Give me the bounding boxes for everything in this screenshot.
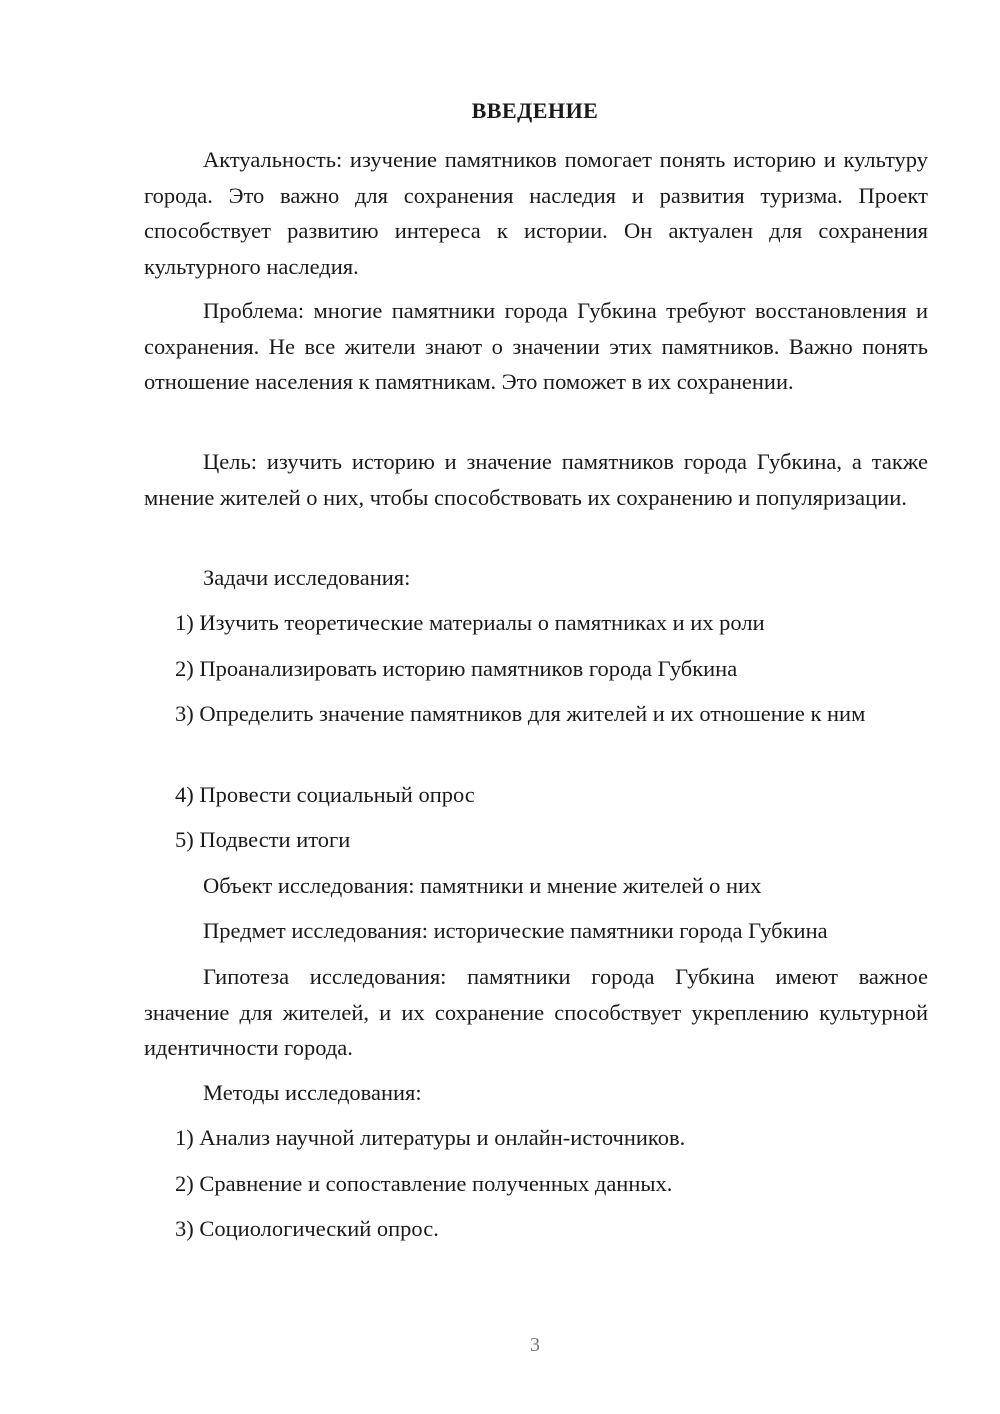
subject-paragraph: Предмет исследования: исторические памятники города Губкина: [203, 918, 828, 943]
relevance-paragraph: Актуальность: изучение памятников помогает понять историю и культуру города. Это важно для сохранения наследия и развития туризма. Проект способствует развитию интереса к истории. Он актуален для сохранения культурного наследия.: [144, 147, 928, 279]
problem-paragraph: Проблема: многие памятники города Губкина требуют восстановления и сохранения. Не все жители знают о значении этих памятников. Важно понять отношение населения к памятникам. Это поможет в их сохранении.: [144, 298, 928, 394]
tasks-heading: Задачи исследования:: [203, 565, 411, 590]
task-item: 2) Проанализировать историю памятников города Губкина: [175, 656, 738, 681]
section-title: ВВЕДЕНИЕ: [471, 98, 599, 123]
method-item: 2) Сравнение и сопоставление полученных данных.: [175, 1171, 673, 1196]
methods-heading: Методы исследования:: [203, 1080, 422, 1105]
task-item: 1) Изучить теоретические материалы о памятниках и их роли: [175, 610, 765, 635]
task-item: 4) Провести социальный опрос: [175, 782, 475, 807]
method-item: 3) Социологический опрос.: [175, 1216, 439, 1241]
task-item: 3) Определить значение памятников для жителей и их отношение к ним: [175, 701, 866, 726]
page-number: 3: [530, 1334, 540, 1356]
hypothesis-paragraph: Гипотеза исследования: памятники города Губкина имеют важное значение для жителей, и их сохранение способствует укреплению культурной идентичности города.: [144, 964, 928, 1060]
task-item: 5) Подвести итоги: [175, 827, 351, 852]
goal-paragraph: Цель: изучить историю и значение памятников города Губкина, а также мнение жителей о них, чтобы способствовать их сохранению и популяризации.: [144, 449, 928, 510]
method-item: 1) Анализ научной литературы и онлайн-источников.: [175, 1125, 686, 1150]
object-paragraph: Объект исследования: памятники и мнение жителей о них: [203, 873, 762, 898]
